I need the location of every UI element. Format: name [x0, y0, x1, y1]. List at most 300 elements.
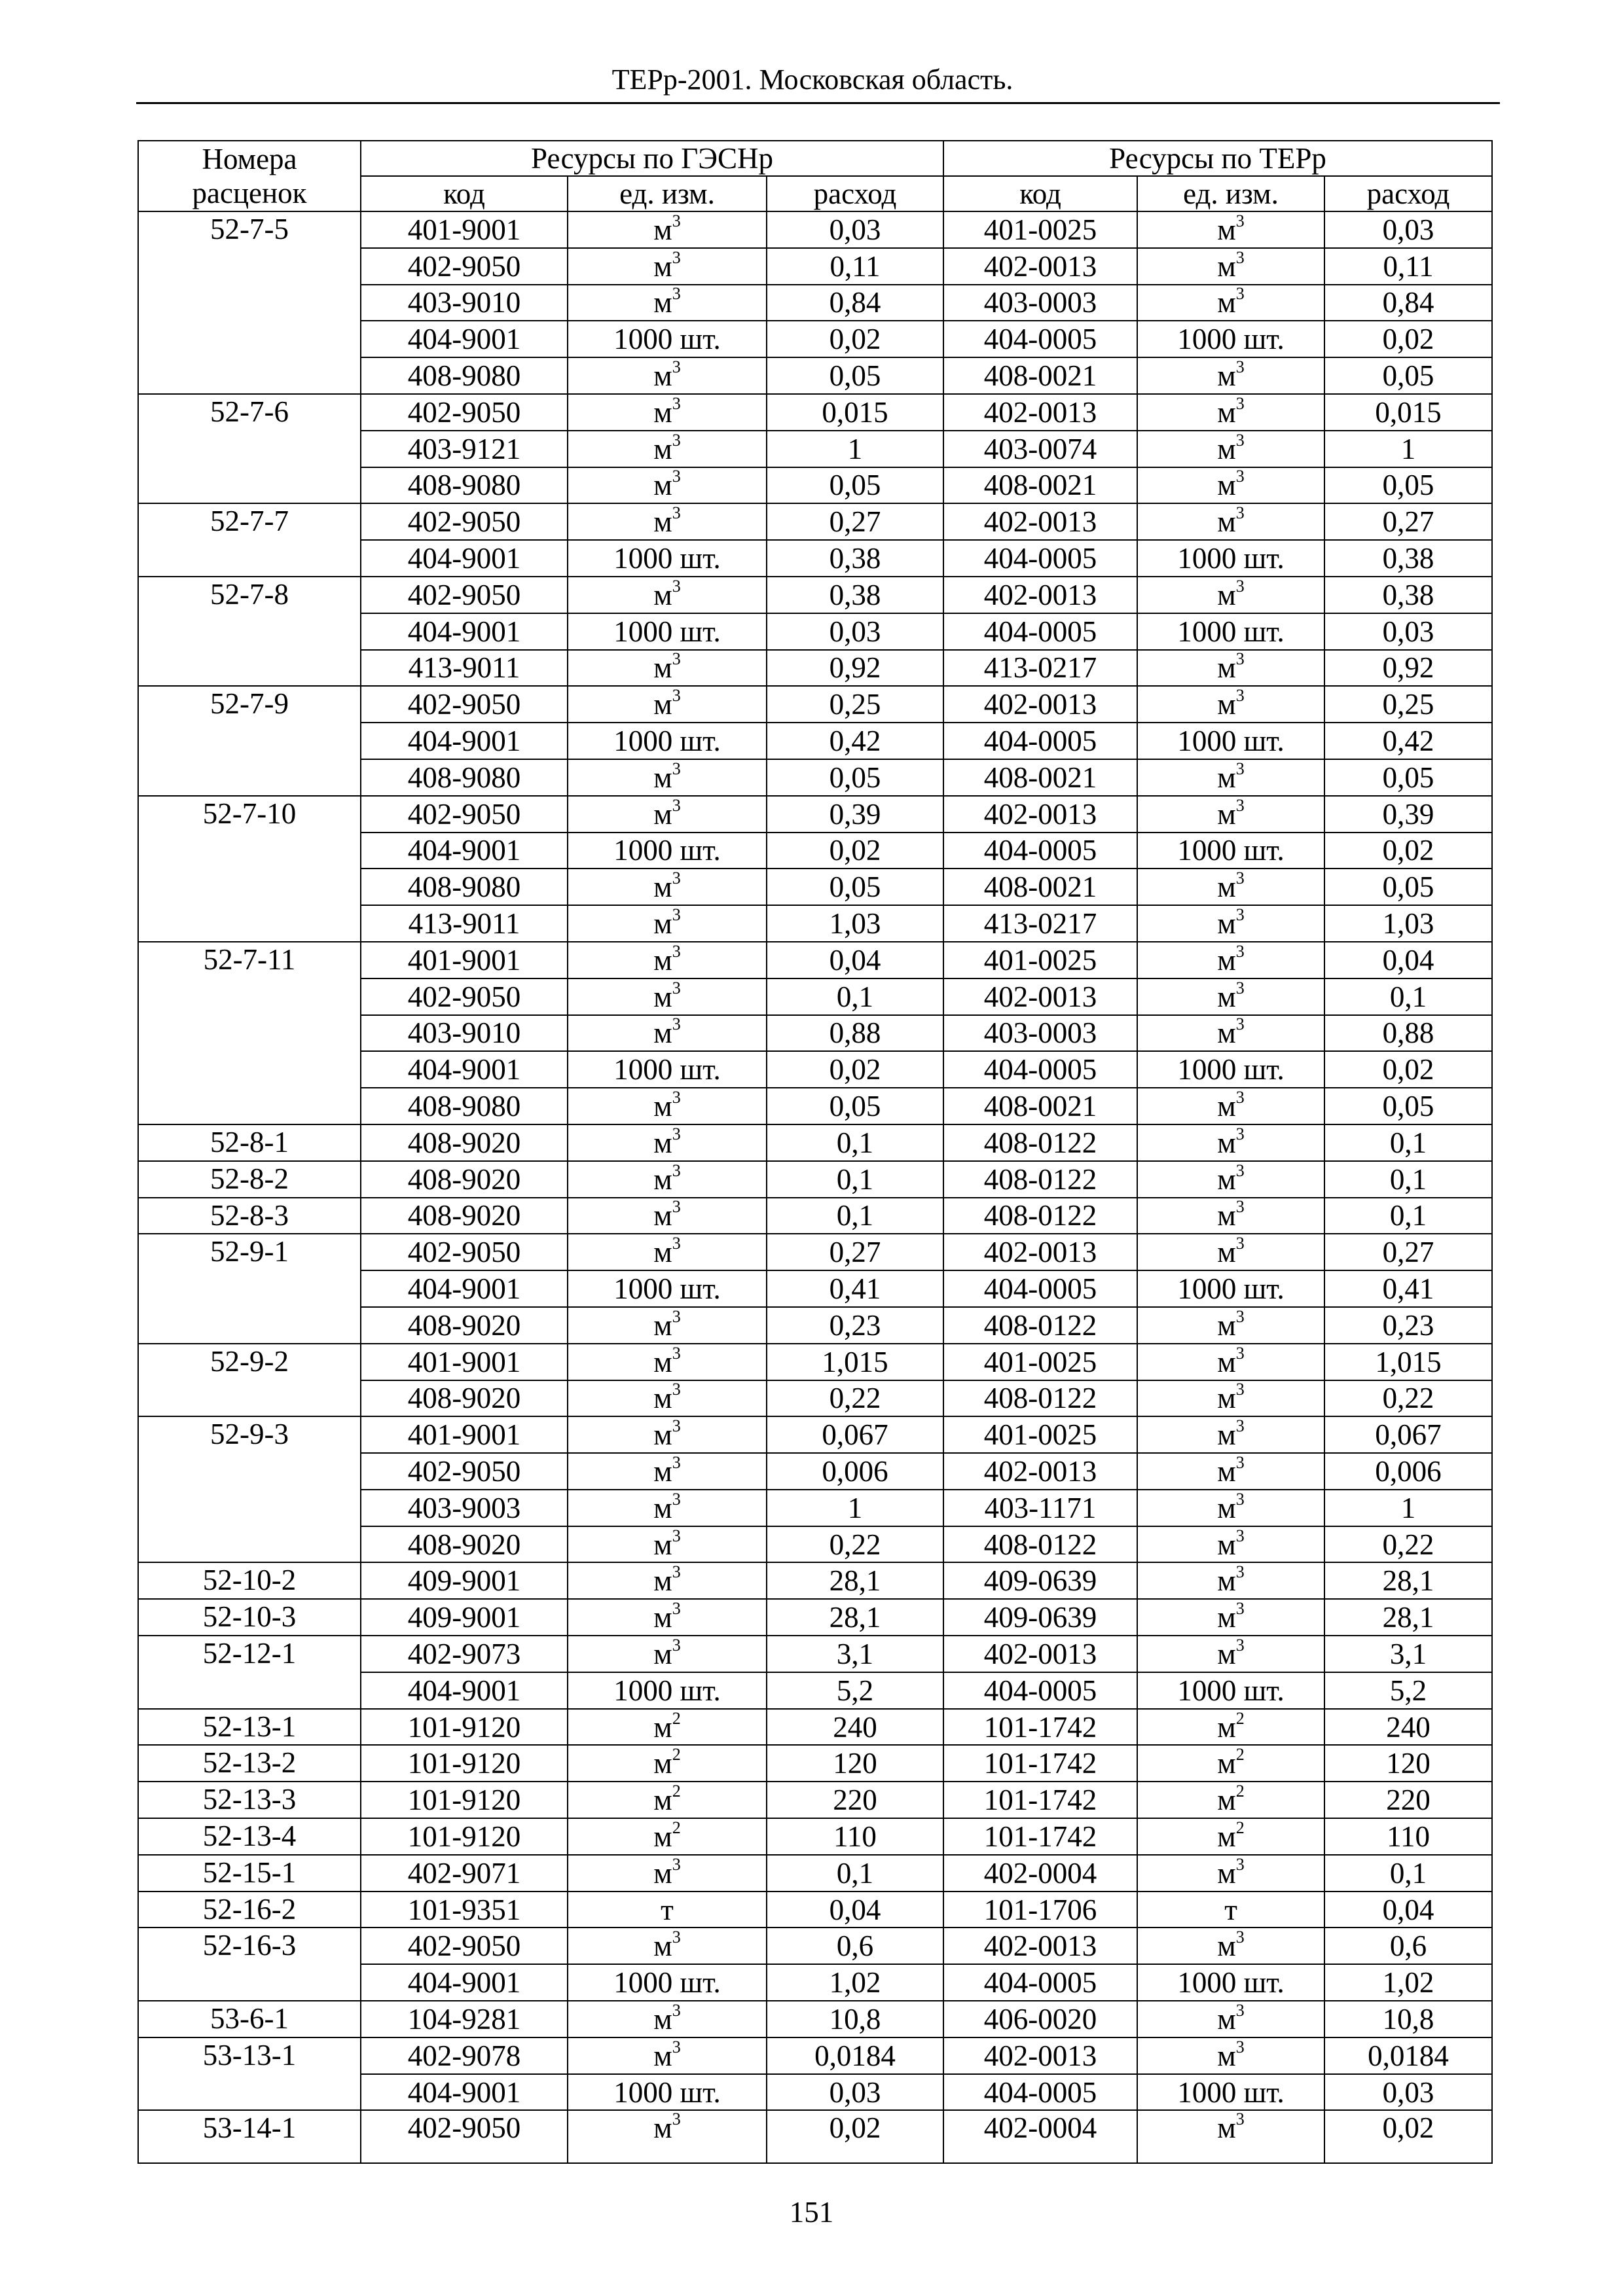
cell-gesn-amount: 0,02 [767, 833, 943, 869]
cell-gesn-code: 408-9080 [361, 759, 568, 796]
header-gesn-resources: Ресурсы по ГЭСНр [361, 141, 943, 176]
cell-gesn-unit: $м^2$ [568, 1818, 767, 1855]
cell-ter-unit: $м^3$ [1137, 2037, 1324, 2074]
cell-gesn-code: 402-9050 [361, 1928, 568, 1964]
cell-gesn-unit: 1000 шт. [568, 321, 767, 357]
cell-ter-unit: 1000 шт. [1137, 540, 1324, 577]
cell-gesn-unit: 1000 шт. [568, 723, 767, 759]
cell-gesn-unit: $м^2$ [568, 1745, 767, 1782]
cell-gesn-amount: 0,02 [767, 321, 943, 357]
cell-ter-unit: $м^3$ [1137, 2001, 1324, 2037]
subheader-ter-unit: ед. изм. [1137, 176, 1324, 211]
cell-gesn-code: 402-9050 [361, 503, 568, 540]
cell-ter-unit: $м^3$ [1137, 1124, 1324, 1161]
cell-ter-unit: $м^3$ [1137, 1855, 1324, 1892]
cell-gesn-amount: 0,04 [767, 1892, 943, 1928]
cell-gesn-code: 404-9001 [361, 613, 568, 650]
cell-ter-unit: $м^3$ [1137, 211, 1324, 248]
cell-ter-unit: $м^3$ [1137, 1599, 1324, 1636]
cell-ter-unit: 1000 шт. [1137, 723, 1324, 759]
cell-ter-amount: 0,1 [1324, 1855, 1492, 1892]
cell-ter-amount: 0,1 [1324, 1161, 1492, 1198]
cell-gesn-code: 404-9001 [361, 321, 568, 357]
cell-ter-unit: $м^2$ [1137, 1782, 1324, 1818]
cell-ter-amount: 240 [1324, 1709, 1492, 1746]
cell-gesn-code: 413-9011 [361, 905, 568, 942]
table-row [138, 2110, 1492, 2163]
cell-gesn-code: 402-9050 [361, 686, 568, 723]
cell-gesn-unit: $м^3$ [568, 1855, 767, 1892]
table-row [138, 2001, 1492, 2037]
cell-gesn-amount: 0,05 [767, 467, 943, 504]
cell-ter-code: 408-0021 [943, 467, 1137, 504]
table-row [138, 1161, 1492, 1198]
table-row [138, 2037, 1492, 2074]
cell-ter-code: 408-0021 [943, 1088, 1137, 1124]
cell-ter-unit: $м^3$ [1137, 1380, 1324, 1417]
cell-ter-amount: 0,02 [1324, 321, 1492, 357]
cell-ter-unit: $м^3$ [1137, 796, 1324, 833]
cell-ter-amount: 10,8 [1324, 2001, 1492, 2037]
header-rate-numbers-line1: Номера [202, 143, 297, 175]
header-rate-numbers-line2: расценок [192, 177, 307, 209]
cell-ter-code: 408-0122 [943, 1526, 1137, 1563]
cell-ter-amount: 0,0184 [1324, 2037, 1492, 2074]
cell-gesn-amount: 0,04 [767, 942, 943, 978]
cell-gesn-unit: $м^3$ [568, 1490, 767, 1526]
cell-gesn-unit: $м^3$ [568, 1198, 767, 1234]
cell-gesn-code: 404-9001 [361, 833, 568, 869]
cell-gesn-amount: 0,02 [767, 1051, 943, 1088]
cell-ter-amount: 0,015 [1324, 394, 1492, 431]
cell-ter-unit: $м^3$ [1137, 1416, 1324, 1453]
cell-gesn-unit: $м^3$ [568, 467, 767, 504]
cell-ter-amount: 0,05 [1324, 869, 1492, 905]
cell-ter-code: 401-0025 [943, 1416, 1137, 1453]
cell-ter-code: 408-0122 [943, 1307, 1137, 1344]
cell-gesn-amount: 240 [767, 1709, 943, 1746]
cell-gesn-amount: 0,25 [767, 686, 943, 723]
cell-ter-amount: 0,42 [1324, 723, 1492, 759]
subheader-ter-amount: расход [1324, 176, 1492, 211]
cell-gesn-code: 402-9050 [361, 1453, 568, 1490]
cell-gesn-code: 101-9120 [361, 1818, 568, 1855]
cell-ter-unit: $м^3$ [1137, 1307, 1324, 1344]
cell-ter-unit: $м^3$ [1137, 1344, 1324, 1380]
cell-gesn-amount: 1,02 [767, 1964, 943, 2001]
cell-ter-unit: $м^3$ [1137, 503, 1324, 540]
cell-gesn-amount: 220 [767, 1782, 943, 1818]
cell-gesn-unit: $м^3$ [568, 1526, 767, 1563]
rate-number: 52-16-2 [138, 1892, 361, 1928]
cell-ter-code: 409-0639 [943, 1599, 1137, 1636]
cell-ter-amount: 0,1 [1324, 1198, 1492, 1234]
cell-gesn-unit: $м^3$ [568, 942, 767, 978]
table-row [138, 1928, 1492, 1964]
cell-ter-amount: 0,25 [1324, 686, 1492, 723]
cell-gesn-unit: $м^3$ [568, 796, 767, 833]
cell-ter-amount: 28,1 [1324, 1562, 1492, 1599]
cell-gesn-amount: 0,1 [767, 1198, 943, 1234]
table-row [138, 577, 1492, 613]
cell-gesn-amount: 0,05 [767, 869, 943, 905]
cell-ter-amount: 0,27 [1324, 1234, 1492, 1270]
cell-gesn-unit: $м^3$ [568, 431, 767, 467]
cell-gesn-code: 413-9011 [361, 650, 568, 687]
resources-table-body [138, 211, 1492, 2163]
cell-ter-amount: 0,6 [1324, 1928, 1492, 1964]
cell-gesn-code: 403-9010 [361, 1015, 568, 1052]
cell-gesn-code: 402-9071 [361, 1855, 568, 1892]
cell-gesn-unit: $м^3$ [568, 1307, 767, 1344]
cell-ter-amount: 0,39 [1324, 796, 1492, 833]
table-row [138, 211, 1492, 248]
cell-ter-code: 401-0025 [943, 942, 1137, 978]
cell-gesn-amount: 0,41 [767, 1270, 943, 1307]
cell-ter-unit: 1000 шт. [1137, 1964, 1324, 2001]
cell-ter-unit: $м^3$ [1137, 759, 1324, 796]
rate-number: 52-7-7 [138, 503, 361, 577]
cell-gesn-code: 401-9001 [361, 211, 568, 248]
cell-gesn-amount: 0,03 [767, 211, 943, 248]
cell-ter-unit: $м^3$ [1137, 869, 1324, 905]
cell-ter-unit: 1000 шт. [1137, 613, 1324, 650]
cell-gesn-amount: 0,1 [767, 978, 943, 1015]
cell-gesn-code: 402-9073 [361, 1636, 568, 1672]
cell-gesn-unit: $м^3$ [568, 248, 767, 285]
cell-gesn-code: 408-9020 [361, 1526, 568, 1563]
cell-ter-amount: 1,02 [1324, 1964, 1492, 2001]
table-row [138, 503, 1492, 540]
table-row [138, 1782, 1492, 1818]
cell-gesn-unit: $м^3$ [568, 1088, 767, 1124]
cell-ter-code: 401-0025 [943, 1344, 1137, 1380]
rate-number: 52-15-1 [138, 1855, 361, 1892]
cell-gesn-code: 402-9050 [361, 796, 568, 833]
cell-gesn-unit: $м^2$ [568, 1782, 767, 1818]
cell-gesn-amount: 0,84 [767, 285, 943, 321]
cell-ter-code: 408-0021 [943, 357, 1137, 394]
cell-gesn-amount: 0,1 [767, 1124, 943, 1161]
rate-number: 52-13-3 [138, 1782, 361, 1818]
cell-gesn-unit: $м^3$ [568, 759, 767, 796]
cell-gesn-amount: 0,067 [767, 1416, 943, 1453]
cell-gesn-amount: 1 [767, 431, 943, 467]
cell-gesn-unit: $м^3$ [568, 1928, 767, 1964]
table-row [138, 1124, 1492, 1161]
cell-ter-unit: $м^3$ [1137, 978, 1324, 1015]
cell-ter-amount: 220 [1324, 1782, 1492, 1818]
cell-ter-code: 413-0217 [943, 650, 1137, 687]
cell-gesn-amount: 0,1 [767, 1855, 943, 1892]
cell-gesn-unit: 1000 шт. [568, 1964, 767, 2001]
cell-gesn-unit: т [568, 1892, 767, 1928]
cell-gesn-amount: 10,8 [767, 2001, 943, 2037]
cell-ter-unit: $м^3$ [1137, 2110, 1324, 2163]
cell-ter-amount: 0,067 [1324, 1416, 1492, 1453]
cell-ter-amount: 0,1 [1324, 978, 1492, 1015]
rate-number: 52-12-1 [138, 1636, 361, 1709]
cell-gesn-amount: 28,1 [767, 1562, 943, 1599]
cell-gesn-amount: 0,11 [767, 248, 943, 285]
cell-ter-amount: 0,05 [1324, 1088, 1492, 1124]
cell-ter-code: 409-0639 [943, 1562, 1137, 1599]
cell-gesn-amount: 0,27 [767, 503, 943, 540]
rate-number: 52-13-1 [138, 1709, 361, 1746]
cell-ter-unit: 1000 шт. [1137, 1672, 1324, 1709]
cell-gesn-unit: $м^3$ [568, 2001, 767, 2037]
cell-gesn-amount: 0,05 [767, 759, 943, 796]
cell-ter-unit: т [1137, 1892, 1324, 1928]
cell-ter-amount: 0,1 [1324, 1124, 1492, 1161]
cell-gesn-code: 401-9001 [361, 1344, 568, 1380]
cell-ter-amount: 0,03 [1324, 2074, 1492, 2111]
cell-gesn-code: 402-9050 [361, 394, 568, 431]
rate-number: 52-10-2 [138, 1562, 361, 1599]
cell-gesn-code: 101-9120 [361, 1709, 568, 1746]
cell-ter-unit: $м^3$ [1137, 285, 1324, 321]
cell-gesn-unit: $м^3$ [568, 2110, 767, 2163]
cell-gesn-amount: 0,1 [767, 1161, 943, 1198]
cell-gesn-unit: $м^3$ [568, 1380, 767, 1417]
cell-ter-amount: 120 [1324, 1745, 1492, 1782]
cell-gesn-unit: $м^3$ [568, 1234, 767, 1270]
cell-gesn-code: 403-9010 [361, 285, 568, 321]
subheader-gesn-amount: расход [767, 176, 943, 211]
cell-gesn-code: 402-9050 [361, 1234, 568, 1270]
cell-ter-amount: 0,04 [1324, 942, 1492, 978]
cell-gesn-unit: $м^3$ [568, 357, 767, 394]
cell-gesn-code: 408-9020 [361, 1307, 568, 1344]
cell-gesn-unit: 1000 шт. [568, 613, 767, 650]
cell-ter-unit: 1000 шт. [1137, 1270, 1324, 1307]
rate-number: 52-8-2 [138, 1161, 361, 1198]
cell-ter-amount: 0,22 [1324, 1526, 1492, 1563]
cell-gesn-amount: 0,22 [767, 1380, 943, 1417]
cell-gesn-amount: 0,05 [767, 1088, 943, 1124]
cell-ter-code: 402-0013 [943, 1636, 1137, 1672]
cell-ter-code: 403-0003 [943, 285, 1137, 321]
cell-gesn-amount: 1,03 [767, 905, 943, 942]
cell-ter-amount: 0,41 [1324, 1270, 1492, 1307]
cell-ter-amount: 0,38 [1324, 540, 1492, 577]
cell-gesn-amount: 3,1 [767, 1636, 943, 1672]
cell-ter-code: 404-0005 [943, 613, 1137, 650]
cell-gesn-unit: 1000 шт. [568, 540, 767, 577]
cell-gesn-amount: 0,6 [767, 1928, 943, 1964]
cell-gesn-unit: 1000 шт. [568, 1270, 767, 1307]
cell-ter-amount: 0,04 [1324, 1892, 1492, 1928]
cell-gesn-amount: 0,27 [767, 1234, 943, 1270]
cell-ter-amount: 0,05 [1324, 467, 1492, 504]
cell-gesn-unit: 1000 шт. [568, 1051, 767, 1088]
cell-ter-code: 404-0005 [943, 1964, 1137, 2001]
cell-gesn-amount: 0,42 [767, 723, 943, 759]
cell-gesn-unit: $м^3$ [568, 650, 767, 687]
cell-ter-amount: 0,02 [1324, 1051, 1492, 1088]
cell-gesn-unit: $м^3$ [568, 1599, 767, 1636]
cell-gesn-unit: $м^3$ [568, 686, 767, 723]
cell-ter-code: 101-1742 [943, 1745, 1137, 1782]
cell-gesn-code: 408-9080 [361, 357, 568, 394]
rate-number: 52-7-5 [138, 211, 361, 394]
cell-gesn-code: 402-9078 [361, 2037, 568, 2074]
rate-number: 52-9-2 [138, 1344, 361, 1417]
cell-ter-code: 408-0021 [943, 869, 1137, 905]
cell-gesn-code: 404-9001 [361, 1270, 568, 1307]
cell-gesn-amount: 28,1 [767, 1599, 943, 1636]
cell-gesn-unit: $м^3$ [568, 211, 767, 248]
cell-ter-code: 413-0217 [943, 905, 1137, 942]
cell-ter-unit: $м^3$ [1137, 1015, 1324, 1052]
cell-ter-code: 408-0021 [943, 759, 1137, 796]
cell-ter-code: 404-0005 [943, 833, 1137, 869]
cell-gesn-code: 408-9080 [361, 1088, 568, 1124]
cell-ter-amount: 1 [1324, 1490, 1492, 1526]
cell-ter-code: 404-0005 [943, 2074, 1137, 2111]
rate-number: 52-7-9 [138, 686, 361, 795]
cell-ter-unit: 1000 шт. [1137, 321, 1324, 357]
cell-gesn-amount: 0,015 [767, 394, 943, 431]
cell-ter-unit: $м^3$ [1137, 1490, 1324, 1526]
table-row [138, 1344, 1492, 1380]
cell-gesn-code: 403-9003 [361, 1490, 568, 1526]
cell-ter-code: 402-0013 [943, 503, 1137, 540]
cell-ter-amount: 0,006 [1324, 1453, 1492, 1490]
cell-ter-code: 101-1742 [943, 1782, 1137, 1818]
cell-ter-amount: 0,05 [1324, 357, 1492, 394]
table-row [138, 1198, 1492, 1234]
rate-number: 52-13-2 [138, 1745, 361, 1782]
cell-gesn-code: 408-9020 [361, 1380, 568, 1417]
cell-ter-amount: 1 [1324, 431, 1492, 467]
table-row [138, 1636, 1492, 1672]
cell-ter-amount: 0,88 [1324, 1015, 1492, 1052]
cell-ter-amount: 0,84 [1324, 285, 1492, 321]
cell-gesn-code: 408-9080 [361, 869, 568, 905]
rate-number: 53-14-1 [138, 2110, 361, 2163]
cell-gesn-code: 404-9001 [361, 540, 568, 577]
cell-ter-code: 403-0074 [943, 431, 1137, 467]
cell-ter-unit: $м^3$ [1137, 248, 1324, 285]
cell-ter-unit: 1000 шт. [1137, 1051, 1324, 1088]
cell-ter-code: 402-0004 [943, 2110, 1137, 2163]
rate-number: 52-9-1 [138, 1234, 361, 1343]
cell-ter-unit: $м^3$ [1137, 1526, 1324, 1563]
cell-gesn-unit: $м^3$ [568, 1416, 767, 1453]
cell-ter-amount: 0,27 [1324, 503, 1492, 540]
cell-gesn-unit: 1000 шт. [568, 833, 767, 869]
cell-gesn-unit: 1000 шт. [568, 1672, 767, 1709]
cell-gesn-code: 402-9050 [361, 2110, 568, 2163]
cell-ter-unit: $м^3$ [1137, 1453, 1324, 1490]
rate-number: 52-7-6 [138, 394, 361, 503]
cell-gesn-code: 409-9001 [361, 1599, 568, 1636]
cell-ter-unit: $м^3$ [1137, 1928, 1324, 1964]
cell-gesn-amount: 0,38 [767, 540, 943, 577]
page-header-title: ТЕРр-2001. Московская область. [611, 63, 1013, 96]
cell-ter-unit: $м^2$ [1137, 1818, 1324, 1855]
rate-number: 52-10-3 [138, 1599, 361, 1636]
cell-ter-amount: 0,02 [1324, 833, 1492, 869]
cell-gesn-code: 404-9001 [361, 1051, 568, 1088]
cell-ter-code: 402-0013 [943, 248, 1137, 285]
cell-ter-code: 402-0013 [943, 2037, 1137, 2074]
rate-number: 53-13-1 [138, 2037, 361, 2111]
cell-gesn-unit: $м^3$ [568, 1636, 767, 1672]
cell-gesn-unit: $м^3$ [568, 978, 767, 1015]
table-row [138, 1234, 1492, 1270]
cell-gesn-amount: 0,39 [767, 796, 943, 833]
cell-ter-unit: $м^3$ [1137, 357, 1324, 394]
cell-gesn-code: 404-9001 [361, 1964, 568, 2001]
table-row [138, 1818, 1492, 1855]
cell-ter-code: 402-0013 [943, 1928, 1137, 1964]
cell-ter-amount: 5,2 [1324, 1672, 1492, 1709]
cell-ter-unit: 1000 шт. [1137, 2074, 1324, 2111]
cell-ter-amount: 0,92 [1324, 650, 1492, 687]
cell-gesn-amount: 1,015 [767, 1344, 943, 1380]
table-row [138, 1745, 1492, 1782]
cell-gesn-unit: $м^3$ [568, 394, 767, 431]
cell-ter-code: 403-0003 [943, 1015, 1137, 1052]
cell-gesn-amount: 0,38 [767, 577, 943, 613]
table-row [138, 942, 1492, 978]
cell-ter-unit: 1000 шт. [1137, 833, 1324, 869]
cell-gesn-amount: 0,03 [767, 613, 943, 650]
cell-ter-code: 404-0005 [943, 1672, 1137, 1709]
cell-ter-amount: 0,05 [1324, 759, 1492, 796]
cell-ter-unit: $м^3$ [1137, 942, 1324, 978]
cell-gesn-code: 404-9001 [361, 2074, 568, 2111]
cell-ter-code: 404-0005 [943, 321, 1137, 357]
cell-gesn-code: 402-9050 [361, 248, 568, 285]
subheader-ter-code: код [943, 176, 1137, 211]
cell-ter-amount: 0,11 [1324, 248, 1492, 285]
cell-gesn-code: 403-9121 [361, 431, 568, 467]
cell-ter-code: 406-0020 [943, 2001, 1137, 2037]
cell-ter-unit: $м^3$ [1137, 431, 1324, 467]
cell-gesn-amount: 5,2 [767, 1672, 943, 1709]
table-row [138, 1562, 1492, 1599]
cell-gesn-unit: $м^3$ [568, 1015, 767, 1052]
cell-gesn-unit: $м^3$ [568, 1161, 767, 1198]
table-row [138, 1416, 1492, 1453]
cell-ter-code: 408-0122 [943, 1198, 1137, 1234]
cell-ter-unit: $м^3$ [1137, 1234, 1324, 1270]
cell-gesn-amount: 120 [767, 1745, 943, 1782]
cell-gesn-code: 404-9001 [361, 1672, 568, 1709]
cell-gesn-unit: $м^3$ [568, 1124, 767, 1161]
cell-gesn-amount: 0,23 [767, 1307, 943, 1344]
rate-number: 52-16-3 [138, 1928, 361, 2001]
cell-ter-code: 408-0122 [943, 1124, 1137, 1161]
cell-ter-code: 402-0013 [943, 1234, 1137, 1270]
cell-ter-amount: 0,23 [1324, 1307, 1492, 1344]
rate-number: 52-9-3 [138, 1416, 361, 1562]
rate-number: 52-13-4 [138, 1818, 361, 1855]
cell-ter-code: 403-1171 [943, 1490, 1137, 1526]
cell-gesn-code: 408-9080 [361, 467, 568, 504]
subheader-gesn-code: код [361, 176, 568, 211]
cell-ter-amount: 0,03 [1324, 613, 1492, 650]
cell-ter-code: 402-0013 [943, 796, 1137, 833]
cell-ter-amount: 1,015 [1324, 1344, 1492, 1380]
cell-gesn-code: 408-9020 [361, 1198, 568, 1234]
cell-ter-unit: $м^3$ [1137, 577, 1324, 613]
cell-ter-unit: $м^3$ [1137, 467, 1324, 504]
rate-number: 52-7-8 [138, 577, 361, 686]
